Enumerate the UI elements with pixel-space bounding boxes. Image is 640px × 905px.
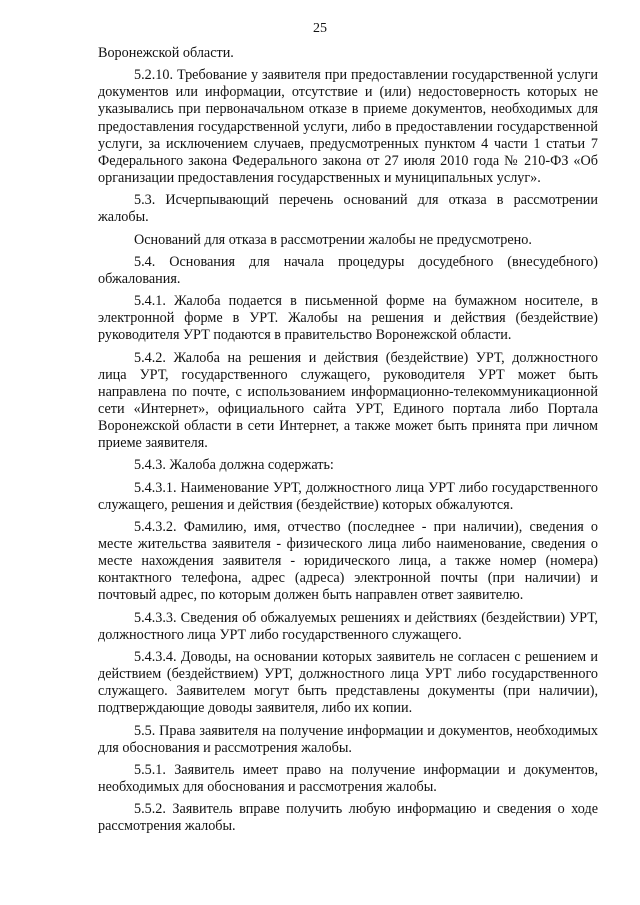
paragraph-5-4-3-4: 5.4.3.4. Доводы, на основании которых заявитель не согласен с решением и действием (бездействием) УРТ, должностного лица УРТ либо государственного служащего. Заявителем могут быть представлены документы (при наличии), подтверждающие доводы заявителя, либо их копии. xyxy=(98,649,598,717)
paragraph-5-5: 5.5. Права заявителя на получение информации и документов, необходимых для обоснования и рассмотрения жалобы. xyxy=(98,722,598,756)
paragraph-no-grounds: Оснований для отказа в рассмотрении жалобы не предусмотрено. xyxy=(134,231,532,248)
paragraph-5-4: 5.4. Основания для начала процедуры досудебного (внесудебного) обжалования. xyxy=(98,253,598,287)
paragraph-5-2-10: 5.2.10. Требование у заявителя при предоставлении государственной услуги документов или информации, отсутствие и (или) недостоверность которых не указывались при первоначальном отказе в приеме документов, необходимых для предоставления государственной услуги, либо в предоставлении государственной услуги, за исключением случаев, предусмотренных пунктом 4 части 1 статьи 7 Федерального закона Федерального закона от 27 июля 2010 года № 210-ФЗ «Об организации предоставления государственных и муниципальных услуг». xyxy=(98,67,598,186)
paragraph-5-4-3-2: 5.4.3.2. Фамилию, имя, отчество (последнее - при наличии), сведения о месте жительства заявителя - физического лица либо наименование, сведения о месте нахождения заявителя - юридического лица, а также номер (номера) контактного телефона, адрес (адреса) электронной почты (при наличии) и почтовый адрес, по которым должен быть направлен ответ заявителю. xyxy=(98,519,598,604)
paragraph-continuation: Воронежской области. xyxy=(98,45,234,61)
page-number: 25 xyxy=(313,21,327,36)
paragraph-5-4-3: 5.4.3. Жалоба должна содержать: xyxy=(134,457,334,474)
paragraph-5-4-3-3: 5.4.3.3. Сведения об обжалуемых решениях и действиях (бездействии) УРТ, должностного лица УРТ либо государственного служащего. xyxy=(98,609,598,643)
document-body xyxy=(98,45,598,841)
paragraph-5-4-3-1: 5.4.3.1. Наименование УРТ, должностного лица УРТ либо государственного служащего, решения и действия (бездействие) которых обжалуются. xyxy=(98,479,598,513)
paragraph-5-5-1: 5.5.1. Заявитель имеет право на получение информации и документов, необходимых для обоснования и рассмотрения жалобы. xyxy=(98,762,598,796)
paragraph-5-3: 5.3. Исчерпывающий перечень оснований для отказа в рассмотрении жалобы. xyxy=(98,192,598,226)
paragraph-5-4-2: 5.4.2. Жалоба на решения и действия (бездействие) УРТ, должностного лица УРТ, государственного служащего, руководителя УРТ может быть направлена по почте, с использованием информационно-телекоммуникационной сети «Интернет», официального сайта УРТ, Единого портала либо Портала Воронежской области в сети Интернет, а также может быть принята при личном приеме заявителя. xyxy=(98,349,598,452)
paragraph-5-5-2: 5.5.2. Заявитель вправе получить любую информацию и сведения о ходе рассмотрения жалобы. xyxy=(98,801,598,835)
paragraph-5-4-1: 5.4.1. Жалоба подается в письменной форме на бумажном носителе, в электронной форме в УРТ. Жалобы на решения и действия (бездействие) руководителя УРТ подаются в правительство Воронежской области. xyxy=(98,293,598,344)
